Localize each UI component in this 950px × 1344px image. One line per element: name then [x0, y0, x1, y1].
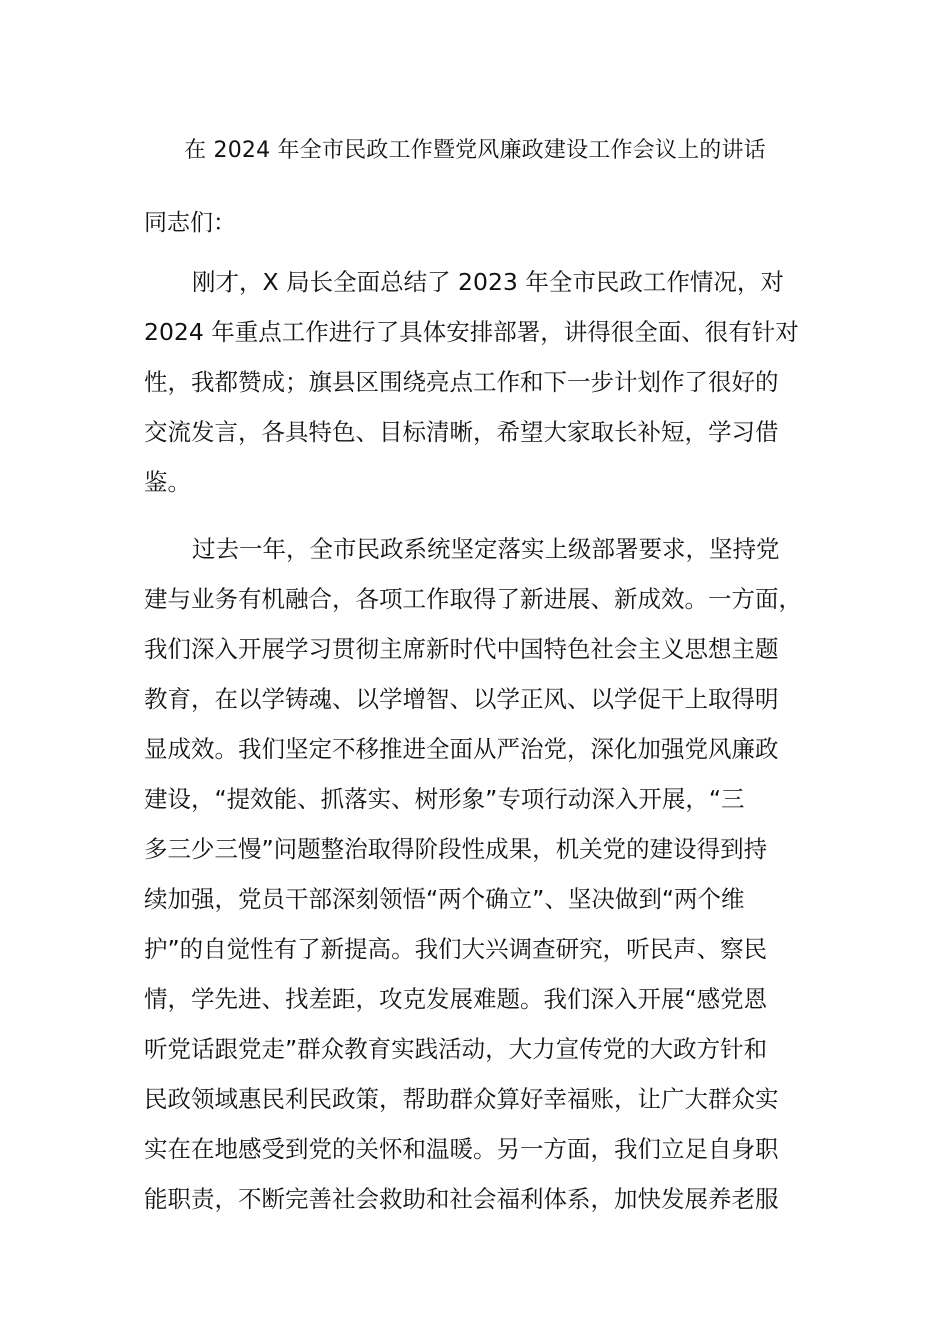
paragraph-line: 建与业务有机融合，各项工作取得了新进展、新成效。一方面，: [144, 585, 802, 613]
paragraph-line: 能职责，不断完善社会救助和社会福利体系，加快发展养老服: [144, 1185, 779, 1213]
paragraph-line: 鉴。: [144, 468, 191, 496]
paragraph-line: 显成效。我们坚定不移推进全面从严治党，深化加强党风廉政: [144, 735, 779, 763]
paragraph-line: 听党话跟党走”群众教育实践活动，大力宣传党的大政方针和: [144, 1035, 768, 1063]
paragraph-line: 实在在地感受到党的关怀和温暖。另一方面，我们立足自身职: [144, 1135, 779, 1163]
document-title: 在 2024 年全市民政工作暨党风廉政建设工作会议上的讲话: [184, 138, 766, 163]
paragraph-line: 交流发言，各具特色、目标清晰，希望大家取长补短，学习借: [144, 418, 779, 446]
paragraph-line: 刚才，X 局长全面总结了 2023 年全市民政工作情况，对: [192, 268, 784, 296]
paragraph-line: 情，学先进、找差距，攻克发展难题。我们深入开展“感党恩: [144, 985, 768, 1013]
salutation: 同志们：: [144, 210, 236, 236]
paragraph-line: 教育，在以学铸魂、以学增智、以学正风、以学促干上取得明: [144, 685, 779, 713]
paragraph-line: 过去一年，全市民政系统坚定落实上级部署要求，坚持党: [192, 535, 780, 563]
paragraph-line: 多三少三慢”问题整治取得阶段性成果，机关党的建设得到持: [144, 835, 768, 863]
paragraph-line: 民政领域惠民利民政策，帮助群众算好幸福账，让广大群众实: [144, 1085, 779, 1113]
paragraph-line: 性，我都赞成；旗县区围绕亮点工作和下一步计划作了很好的: [144, 368, 779, 396]
paragraph-line: 建设，“提效能、抓落实、树形象”专项行动深入开展，“三: [144, 785, 745, 813]
paragraph-line: 我们深入开展学习贯彻主席新时代中国特色社会主义思想主题: [144, 635, 779, 663]
paragraph-line: 续加强，党员干部深刻领悟“两个确立”、坚决做到“两个维: [144, 885, 745, 913]
paragraph-line: 2024 年重点工作进行了具体安排部署，讲得很全面、很有针对: [144, 318, 799, 346]
paragraph-line: 护”的自觉性有了新提高。我们大兴调查研究，听民声、察民: [144, 935, 768, 963]
